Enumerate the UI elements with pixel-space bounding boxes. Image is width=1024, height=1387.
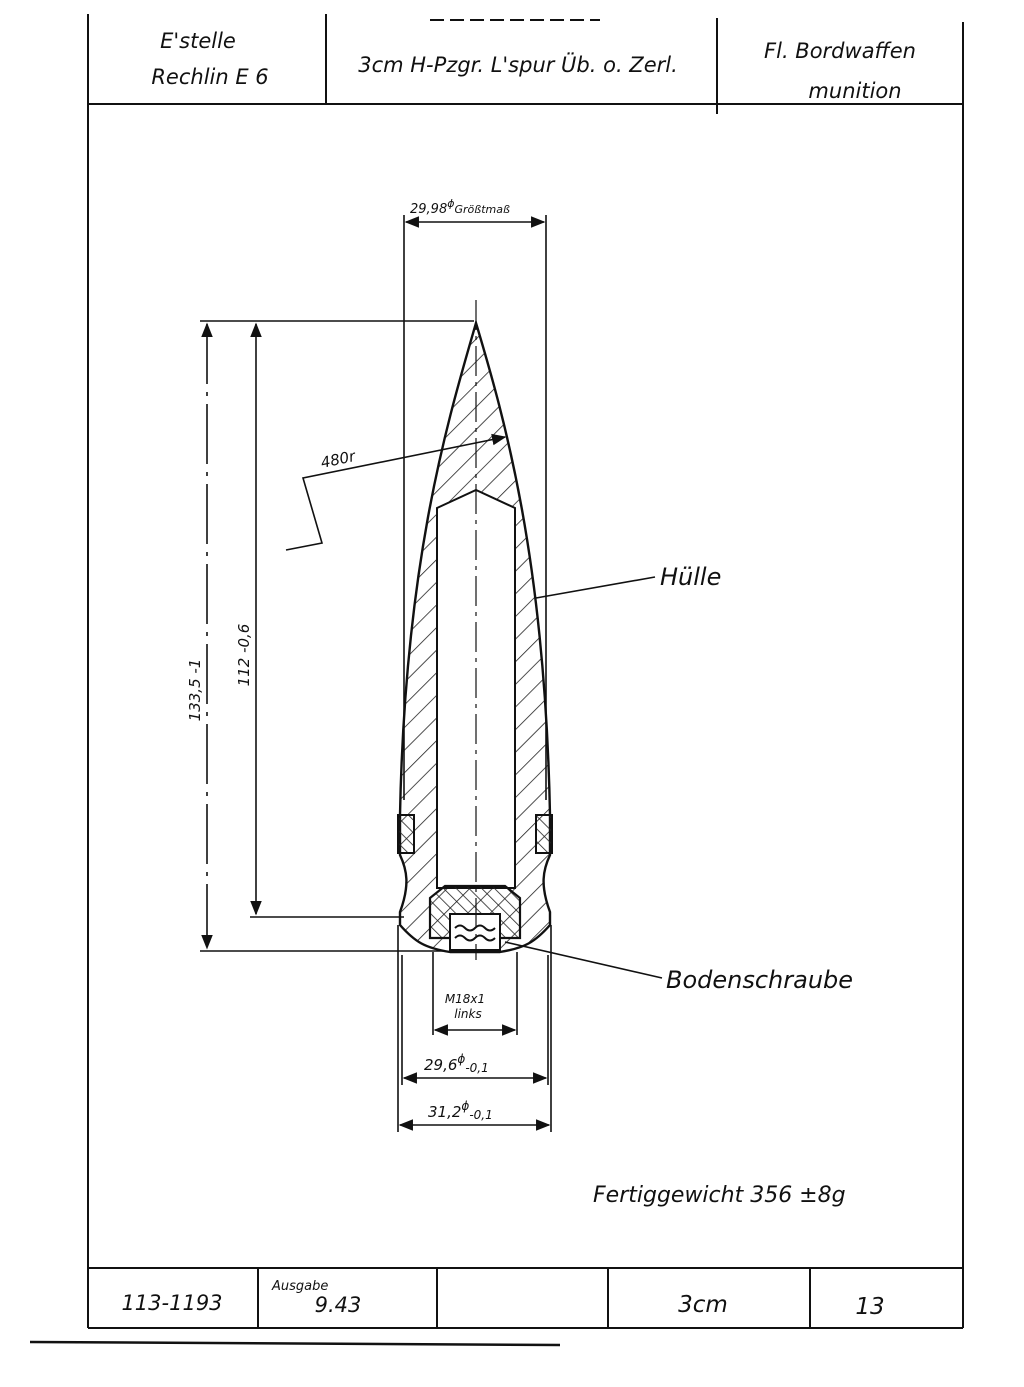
- footer-caliber: 3cm: [678, 1292, 728, 1318]
- dim-diameter-2: $29,6^\phi_{-0,1}$: [424, 1052, 489, 1075]
- drawing-title: 3cm H-Pzgr. L'spur Üb. o. Zerl.: [358, 53, 678, 77]
- category-line2: munition: [808, 79, 902, 103]
- dim-total-length: 133,5 -1: [186, 658, 204, 722]
- label-base-screw: Bodenschraube: [666, 966, 854, 994]
- category-line1: Fl. Bordwaffen: [764, 39, 916, 63]
- footer-issue-value: 9.43: [314, 1293, 362, 1317]
- dim-thread-line1: M18x1: [444, 992, 486, 1006]
- office-line1: E'stelle: [160, 29, 236, 53]
- dim-diameter-3: $31,2^\phi_{-0,1}$: [428, 1099, 493, 1122]
- tracer-insert: [450, 914, 500, 950]
- footer-number: 113-1193: [121, 1291, 223, 1315]
- projectile-section: [398, 300, 552, 960]
- weight-note: Fertiggewicht 356 ±8g: [593, 1183, 846, 1208]
- driving-band-left: [398, 815, 414, 853]
- driving-band-right: [536, 815, 552, 853]
- dim-max-diameter: $29,98^\phi_{Größtmaß}$: [410, 197, 510, 217]
- dim-body-length: 112 -0,6: [235, 623, 253, 687]
- label-shell: Hülle: [660, 563, 722, 591]
- footer-sheet-number: 13: [855, 1294, 885, 1320]
- footer-issue-label: Ausgabe: [272, 1279, 329, 1294]
- dim-radius: 480r: [319, 447, 357, 472]
- dim-thread-line2: links: [454, 1007, 482, 1021]
- office-line2: Rechlin E 6: [151, 65, 269, 89]
